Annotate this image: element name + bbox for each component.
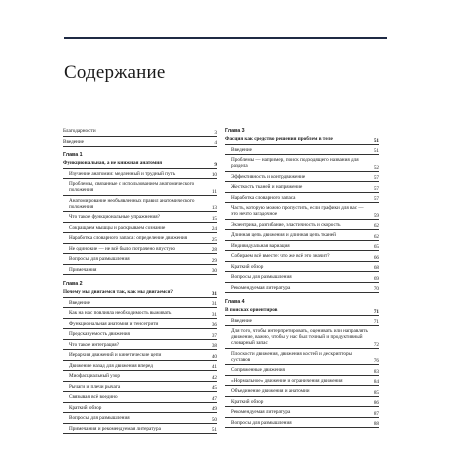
toc-entry-title: Длинная цепь движения и длинная цепь тканей [231, 232, 336, 238]
toc-entry-page: 84 [373, 379, 379, 385]
toc-entry-page: 83 [373, 368, 379, 375]
toc-entry-title: Не одинокие — не всё было потрачено впустую [69, 245, 175, 252]
toc-entry [63, 405, 217, 414]
toc-entry [225, 184, 379, 193]
toc-entry-title: Благодарности [63, 128, 96, 134]
front-matter-list [63, 128, 217, 147]
toc-entry-page: 11 [212, 188, 217, 195]
toc-entry [225, 351, 379, 366]
page-title: Содержание [64, 62, 166, 83]
toc-entry-title: Связывая всё воедино [69, 394, 118, 400]
toc-entry [63, 342, 217, 351]
chapter-4-list [225, 307, 379, 428]
toc-entry-page: 71 [373, 308, 379, 315]
toc-entry [225, 147, 379, 156]
toc-entry-title: Что такое функциональные упражнения? [69, 214, 160, 220]
toc-entry-title: Как на нас повлияла необходимость выживать [69, 310, 172, 316]
toc-entry-page: 85 [373, 389, 379, 396]
toc-entry [63, 321, 217, 330]
toc-entry [63, 198, 217, 213]
toc-entry-page: 41 [211, 364, 217, 370]
toc-entry-page: 69 [373, 275, 379, 282]
toc-entry-title: Краткий обзор [231, 263, 264, 270]
toc-entry-page: 87 [373, 410, 379, 417]
toc-entry-page: 59 [373, 212, 379, 219]
chapter-1-list [63, 160, 217, 275]
chapter-number: Глава 4 [225, 299, 245, 305]
toc-entry-title: Индивидуальная вариация [231, 242, 290, 249]
header-rule [64, 37, 387, 39]
toc-entry [225, 222, 379, 231]
toc-right-column [225, 128, 379, 430]
toc-entry [63, 235, 217, 244]
toc-entry-title: Примечания [69, 266, 97, 273]
toc-entry [63, 246, 217, 255]
toc-entry-title: Рекомендуемая литература [231, 284, 291, 291]
toc-entry-page: 72 [373, 341, 379, 348]
toc-entry-title: Краткий обзор [231, 398, 264, 405]
toc-entry-page: 57 [373, 185, 379, 192]
toc-entry [63, 225, 217, 234]
chapter-number: Глава 2 [63, 281, 83, 287]
toc-entry-title: Экзентрика, разгибание, эластичность и скорость [231, 221, 341, 228]
toc-entry-page: 76 [373, 358, 379, 364]
toc-entry [63, 415, 217, 424]
toc-entry [225, 195, 379, 204]
toc-entry-title: В поисках ориентиров [225, 307, 278, 313]
toc-entry-title: Примечания и рекомендуемая литература [69, 425, 161, 432]
toc-entry [225, 174, 379, 183]
toc-entry-title: Краткий обзор [69, 404, 102, 411]
toc-entry [225, 243, 379, 252]
toc-entry-title: Вопросы для размышления [231, 274, 292, 280]
toc-entry-page: 45 [211, 385, 217, 391]
toc-entry [63, 160, 217, 169]
toc-entry-title: Эффективность и контрдвижение [231, 173, 306, 180]
toc-entry-page: 57 [373, 175, 379, 181]
toc-entry-page: 36 [211, 322, 217, 328]
toc-entry [63, 384, 217, 393]
toc-entry-page: 88 [373, 421, 379, 427]
toc-entry [225, 307, 379, 316]
toc-entry [225, 409, 379, 418]
toc-entry-page: 51 [373, 137, 379, 144]
toc-entry-page: 30 [211, 268, 217, 274]
toc-entry-page: 31 [211, 290, 217, 297]
toc-entry-page: 51 [211, 427, 217, 433]
toc-entry-page: 28 [211, 247, 217, 253]
toc-entry [225, 399, 379, 408]
toc-entry-title: Движение назад для движения вперед [69, 362, 153, 369]
toc-entry [225, 367, 379, 376]
toc-entry-page: 4 [214, 140, 217, 146]
toc-entry-title: Проблемы — например, поиск подходящего названия для раздела [231, 157, 359, 169]
toc-entry [225, 232, 379, 241]
toc-entry-title: Миофасциальный узор [69, 373, 120, 379]
toc-entry-page: 29 [211, 257, 217, 264]
toc-entry-page: 47 [211, 395, 217, 402]
toc-entry-title: Введение [63, 138, 84, 145]
toc-entry-title: Объединение движения и анатомии [231, 388, 310, 394]
toc-entry-title: Анатомирование необъявленных правил анатомического положения [69, 197, 195, 210]
toc-entry-title: Для того, чтобы интерпретировать, оценивать или направлять движение, важно, чтобы у нас был точный и продуктивный словарный запас [231, 328, 368, 346]
toc-entry-page: 70 [373, 286, 379, 292]
toc-entry [63, 181, 217, 196]
toc-entry-title: Вопросы для размышления [231, 419, 292, 426]
toc-entry-page: 13 [211, 205, 217, 211]
chapter-3-list [225, 136, 379, 293]
toc-entry [63, 394, 217, 403]
toc-entry-page: 57 [373, 196, 379, 202]
toc-entry-page: 65 [373, 244, 379, 250]
toc-entry-title: Функциональная анатомия и тенсегрити [69, 320, 159, 327]
toc-entry-page: 15 [211, 215, 217, 222]
toc-entry-page: 42 [211, 374, 217, 381]
toc-entry-title: Введение [231, 317, 252, 324]
toc-entry [225, 285, 379, 294]
toc-entry-page: 66 [373, 254, 379, 261]
toc-entry-page: 37 [211, 332, 217, 339]
toc-entry [225, 328, 379, 349]
toc-entry [63, 139, 217, 148]
toc-entry-title: Рекомендуемая литература [231, 409, 291, 415]
toc-entry [63, 128, 217, 137]
toc-entry-page: 62 [373, 223, 379, 229]
toc-entry-page: 24 [211, 226, 217, 232]
toc-entry [63, 256, 217, 265]
toc-entry-title: Введение [69, 299, 90, 306]
toc-entry-title: Предсказуемость движения [69, 331, 130, 337]
toc-entry-page: 25 [211, 236, 217, 243]
toc-entry-page: 3 [214, 129, 217, 136]
toc-entry-title: «Нормальное» движение и ограничения движения [231, 377, 343, 384]
toc-entry [225, 253, 379, 262]
toc-entry-title: Проблемы, связанные с использованием анатомического положения [69, 181, 195, 193]
toc-left-column [63, 128, 217, 436]
toc-entry-title: Иерархия движений и кинетические цепи [69, 352, 162, 358]
toc-entry [63, 289, 217, 298]
toc-entry [63, 300, 217, 309]
toc-entry [63, 426, 217, 435]
toc-entry-title: Наработка словарного запаса: определение движения [69, 235, 188, 241]
toc-entry-title: Жесткость тканей и напряжение [231, 184, 303, 190]
toc-entry-page: 31 [211, 301, 217, 307]
toc-entry-title: Почему мы двигаемся так, как мы двигаемся? [63, 289, 173, 295]
toc-entry [63, 352, 217, 361]
toc-entry-page: 10 [211, 172, 217, 178]
toc-entry-title: Рычаги и плечи рычага [69, 383, 121, 390]
toc-entry-title: Собираем всё вместе: что же всё это значит? [231, 253, 330, 259]
toc-entry [63, 267, 217, 276]
toc-entry-page: 62 [373, 233, 379, 240]
toc-entry [225, 157, 379, 172]
toc-entry-page: 52 [373, 164, 379, 171]
toc-entry [63, 363, 217, 372]
toc-entry [225, 388, 379, 397]
toc-entry-title: Функциональная, а не книжная анатомия [63, 160, 163, 166]
chapter-number: Глава 1 [63, 152, 83, 158]
toc-entry [63, 171, 217, 180]
toc-entry-page: 71 [373, 319, 379, 325]
toc-entry-page: 49 [211, 406, 217, 412]
toc-entry-page: 50 [211, 416, 217, 423]
toc-entry [63, 310, 217, 319]
toc-entry-title: Сопряженные движения [231, 367, 285, 373]
toc-entry [63, 214, 217, 223]
top-margin [0, 0, 450, 30]
toc-entry-page: 86 [373, 400, 379, 406]
toc-entry [63, 373, 217, 382]
toc-entry-title: Наработка словарного запаса [231, 194, 296, 201]
chapter-number: Глава 3 [225, 128, 245, 134]
toc-entry-title: Что такое интеграция? [69, 341, 119, 348]
toc-entry-page: 68 [373, 265, 379, 271]
toc-entry-page: 40 [211, 353, 217, 360]
toc-entry-title: Фасция как средство решения проблем в теле [225, 136, 333, 142]
toc-entry-title: Часть, которую можно пропустить, если графики для вас — это нечто загадочное [231, 205, 364, 217]
toc-entry [225, 378, 379, 387]
toc-entry [225, 205, 379, 220]
toc-entry-title: Изучение анатомии: медленный и трудный путь [69, 170, 176, 177]
toc-entry [225, 264, 379, 273]
toc-entry [225, 420, 379, 429]
toc-entry-page: 31 [211, 311, 217, 318]
toc-entry-title: Вопросы для размышления [69, 256, 130, 262]
toc-entry-title: Сокращаем мышцы и раскрываем сознание [69, 224, 166, 231]
toc-entry [63, 331, 217, 340]
toc-entry-title: Введение [231, 146, 252, 153]
toc-entry-title: Вопросы для размышления [69, 415, 130, 421]
chapter-2-list [63, 289, 217, 434]
toc-entry [225, 318, 379, 327]
toc-entry-page: 38 [211, 343, 217, 349]
toc-entry [225, 136, 379, 145]
toc-entry-page: 51 [373, 148, 379, 154]
toc-entry-title: Плоскости движения, движения костей и дескрипторы суставов [231, 350, 353, 363]
toc-entry [225, 274, 379, 283]
toc-entry-page: 9 [214, 161, 217, 168]
